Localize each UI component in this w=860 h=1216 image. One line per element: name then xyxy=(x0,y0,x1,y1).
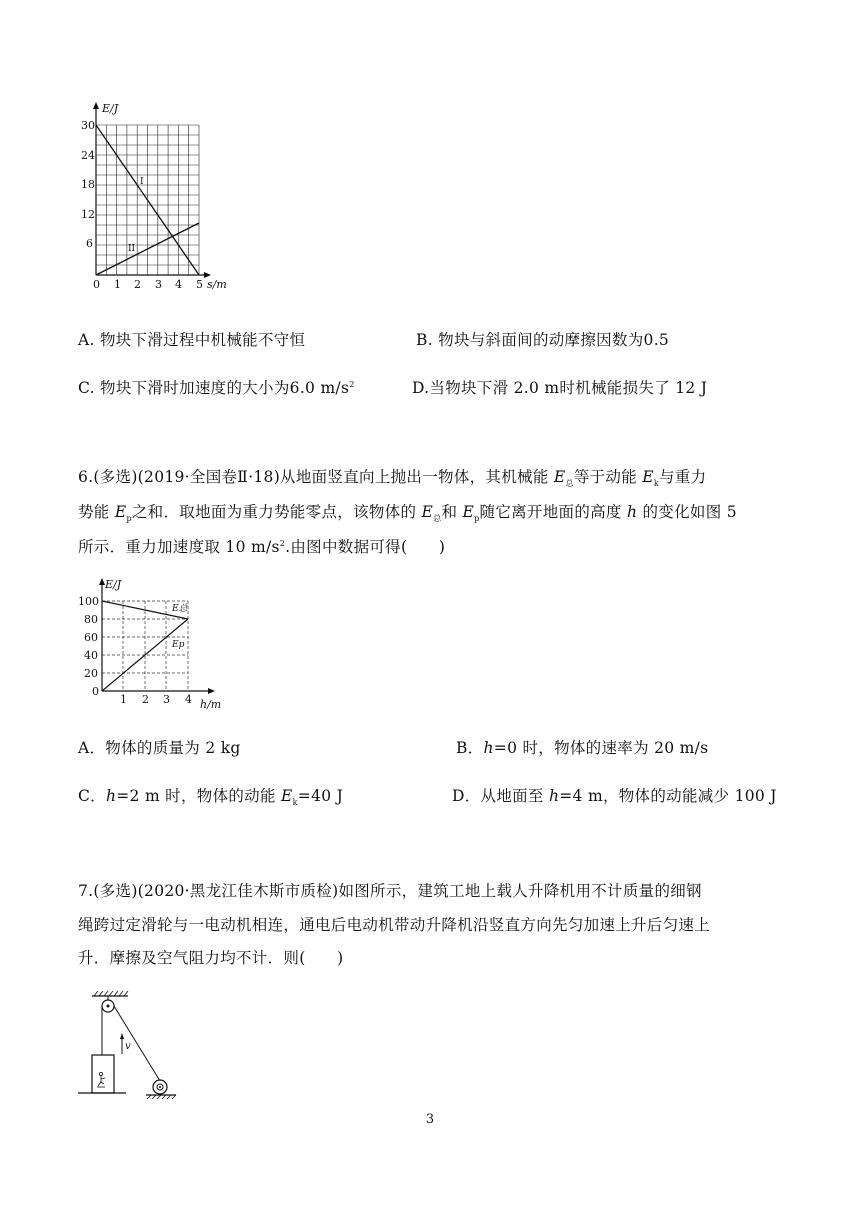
y-tick: 12 xyxy=(81,208,95,221)
question-7-line-2: 绳跨过定滑轮与一电动机相连，通电后电动机带动升降机沿竖直方向先匀加速上升后匀速上 xyxy=(78,916,711,934)
x-axis-arrow xyxy=(208,688,215,694)
x-tick: 0 xyxy=(93,278,100,291)
y-axis-arrow xyxy=(93,102,99,109)
elevator-pulley-diagram xyxy=(70,988,200,1110)
option-c: C．h=2 m 时，物体的动能 $E_k=40$ J xyxy=(78,787,344,808)
option-b: B．h=0 时，物体的速率为 20 m/s xyxy=(456,739,709,757)
y-axis-label: E/J xyxy=(102,102,119,115)
question-6-line-2: 势能 $E_p$之和．取地面为重力势能零点，该物体的 $E_总$和 $E_p$随它离开地面的高度 h 的变化如图 5 xyxy=(78,503,737,524)
option-c: C. 物块下滑时加速度的大小为6.0 $m/s^2$ xyxy=(78,379,355,397)
line-II-label: II xyxy=(128,244,136,254)
x-tick: 4 xyxy=(185,693,192,706)
x-tick: 5 xyxy=(196,278,203,291)
option-a: A．物体的质量为 2 kg xyxy=(78,739,241,757)
energy-height-graph xyxy=(72,575,232,715)
x-tick: 4 xyxy=(175,278,182,291)
question-6-line-3: 所示．重力加速度取 10 $m/s^2$.由图中数据可得( ) xyxy=(78,538,446,556)
y-tick: 40 xyxy=(84,649,98,662)
question-7-line-1: 7.(多选)(2020·黑龙江佳木斯市质检)如图所示，建筑工地上载人升降机用不计质量的细钢 xyxy=(78,882,702,900)
x-tick: 3 xyxy=(155,278,162,291)
x-tick: 2 xyxy=(142,693,149,706)
question-6-line-1: 6.(多选)(2019·全国卷Ⅱ·18)从地面竖直向上抛出一物体，其机械能 $E_总$等于动能 $E_k$与重力 xyxy=(78,468,707,489)
line-I-label: I xyxy=(140,177,144,187)
y-tick: 80 xyxy=(84,613,98,626)
option-b: B. 物块与斜面间的动摩擦因数为0.5 xyxy=(416,331,670,349)
option-d: D.当物块下滑 2.0 m时机械能损失了 12 J xyxy=(412,379,708,397)
option-d: D．从地面至 h=4 m，物体的动能减少 100 J xyxy=(452,787,777,805)
y-tick: 30 xyxy=(81,119,95,132)
x-axis-label: s/m xyxy=(207,278,227,291)
e-total-label: E总 xyxy=(172,604,188,614)
y-tick: 20 xyxy=(84,667,98,680)
ceiling-hatching xyxy=(94,991,128,996)
x-tick: 3 xyxy=(163,693,170,706)
question-7-line-3: 升．摩擦及空气阻力均不计．则( ) xyxy=(78,949,344,967)
x-axis-label: h/m xyxy=(200,698,222,711)
option-a: A. 物块下滑过程中机械能不守恒 xyxy=(78,331,306,349)
y-axis-label: E/J xyxy=(105,578,122,591)
y-tick: 18 xyxy=(81,178,95,191)
x-tick: 1 xyxy=(120,693,127,706)
x-tick: 1 xyxy=(114,278,121,291)
x-tick: 2 xyxy=(134,278,141,291)
y-tick: 24 xyxy=(81,149,95,162)
rope-right xyxy=(114,1006,160,1081)
velocity-label: v xyxy=(125,1041,131,1052)
energy-displacement-graph xyxy=(70,100,240,295)
y-tick: 6 xyxy=(86,237,93,250)
y-tick: 60 xyxy=(84,631,98,644)
y-tick: 0 xyxy=(92,685,99,698)
y-tick: 100 xyxy=(78,595,99,608)
e-p-label: Ep xyxy=(172,640,185,650)
page-number: 3 xyxy=(425,1112,435,1127)
